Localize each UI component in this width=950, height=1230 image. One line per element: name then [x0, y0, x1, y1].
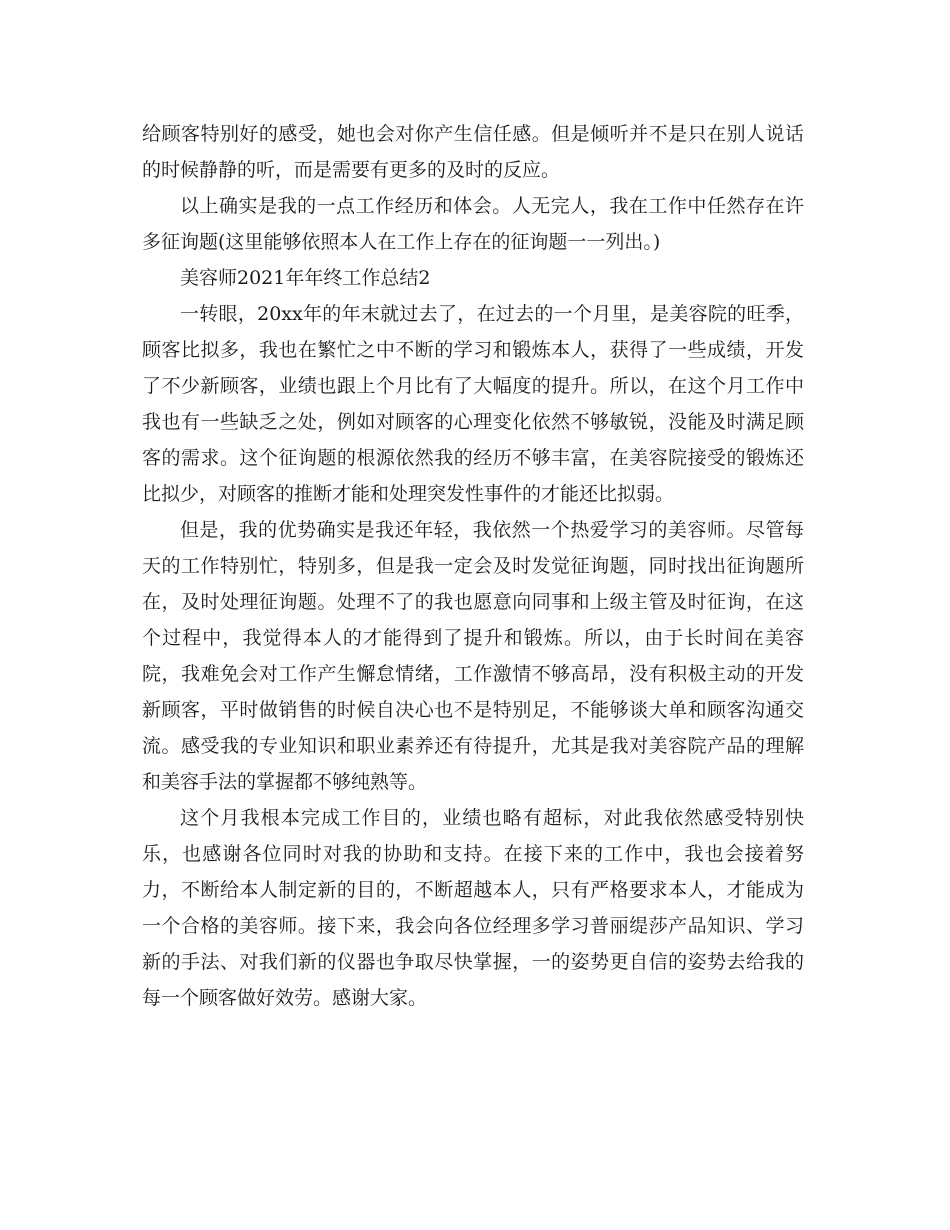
paragraph-self-reflection: 以上确实是我的一点工作经历和体会。人无完人，我在工作中任然存在许多征询题(这里能够依照本人在工作上存在的征询题一一列出。) — [142, 195, 804, 253]
paragraph-month-review: 一转眼，20xx年的年末就过去了，在过去的一个月里，是美容院的旺季，顾客比拟多，我也在繁忙之中不断的学习和锻炼本人，获得了一些成绩，开发了不少新顾客，业绩也跟上个月比有了大幅度的提升。所以，在这个月工作中我也有一些缺乏之处，例如对顾客的心理变化依然不够敏锐，没能及时满足顾客的需求。这个征询题的根源依然我的经历不够丰富，在美容院接受的锻炼还比拟少，对顾客的推断才能和处理突发性事件的才能还比拟弱。 — [142, 303, 804, 505]
section-heading: 美容师2021年年终工作总结2 — [180, 267, 431, 289]
document-body — [142, 116, 804, 1016]
paragraph-continued: 给顾客特别好的感受，她也会对你产生信任感。但是倾听并不是只在别人说话的时候静静的听，而是需要有更多的及时的反应。 — [142, 123, 804, 181]
paragraph-strengths-weaknesses: 但是，我的优势确实是我还年轻，我依然一个热爱学习的美容师。尽管每天的工作特别忙，特别多，但是我一定会及时发觉征询题，同时找出征询题所在，及时处理征询题。处理不了的我也愿意向同事和上级主管及时征询，在这个过程中，我觉得本人的才能得到了提升和锻炼。所以，由于长时间在美容院，我难免会对工作产生懈怠情绪，工作激情不够高昂，没有积极主动的开发新顾客，平时做销售的时候自决心也不是特别足，不能够谈大单和顾客沟通交流。感受我的专业知识和职业素养还有待提升，尤其是我对美容院产品的理解和美容手法的掌握都不够纯熟等。 — [142, 519, 804, 793]
paragraph-conclusion: 这个月我根本完成工作目的，业绩也略有超标，对此我依然感受特别快乐，也感谢各位同时对我的协助和支持。在接下来的工作中，我也会接着努力，不断给本人制定新的目的，不断超越本人，只有严格要求本人，才能成为一个合格的美容师。接下来，我会向各位经理多学习普丽缇莎产品知识、学习新的手法、对我们新的仪器也争取尽快掌握，一的姿势更自信的姿势去给我的每一个顾客做好效劳。感谢大家。 — [142, 807, 804, 1009]
